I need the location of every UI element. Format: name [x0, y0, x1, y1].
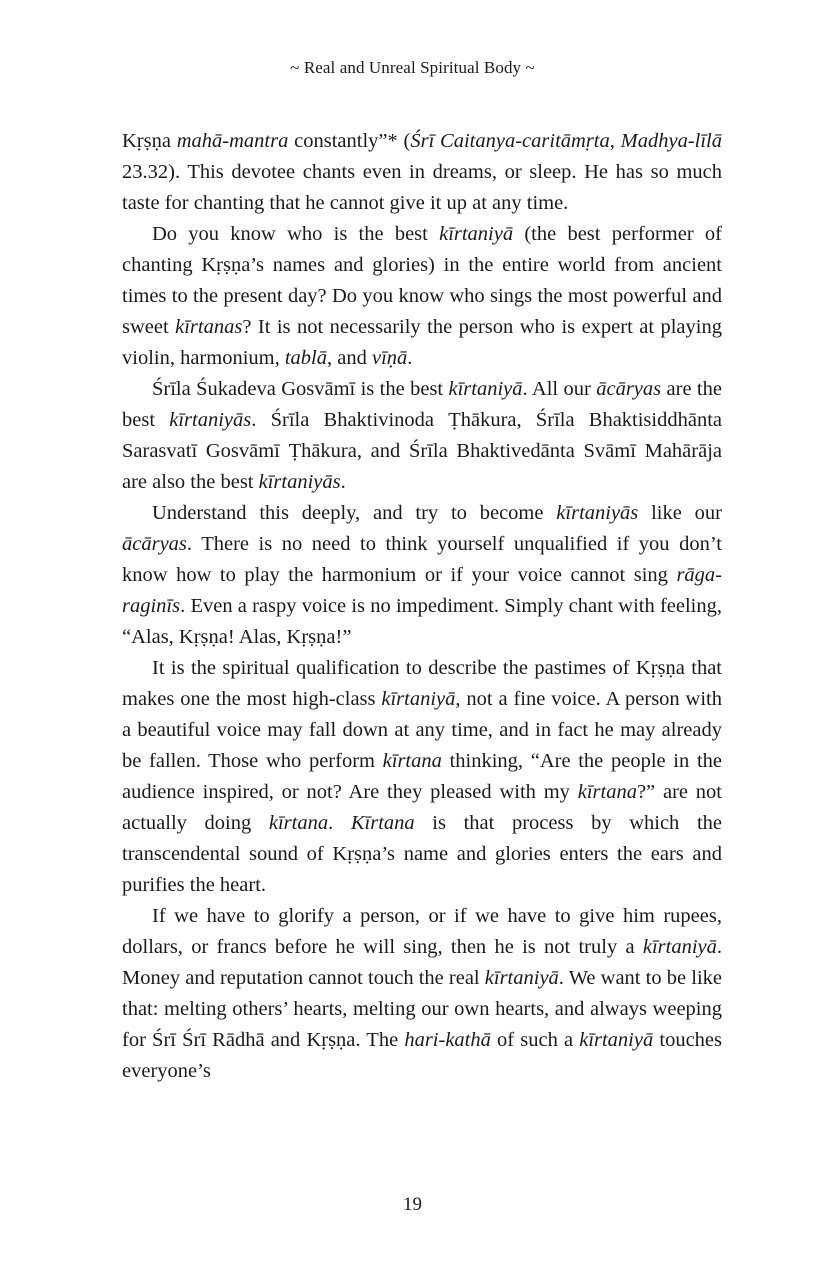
- page-number: 19: [403, 1194, 422, 1215]
- italic-term: kīrtaniyā: [484, 967, 559, 989]
- italic-term: mahā-mantra: [176, 130, 289, 152]
- italic-term: kīrtaniyās: [556, 502, 639, 524]
- italic-term: kīrtaniyā: [579, 1029, 654, 1051]
- italic-term: tablā: [284, 347, 328, 369]
- paragraph: Do you know who is the best kīrtaniyā (the best performer of chanting Kṛṣṇa’s names and glories) in the entire world from ancient times to the present day? Do you know who sings the most powerful and sweet kīrtanas? It is not necessarily the person who is expert at playing violin, harmonium, tablā, and vīṇā.: [122, 223, 722, 369]
- italic-term: vīṇā: [372, 347, 408, 369]
- paragraph: Śrīla Śukadeva Gosvāmī is the best kīrtaniyā. All our ācāryas are the best kīrtaniyās. Śrīla Bhaktivinoda Ṭhākura, Śrīla Bhaktisiddhānta Sarasvatī Gosvāmī Ṭhākura, and Śrīla Bhaktivedānta Svāmī Mahārāja are also the best kīrtaniyās.: [122, 378, 723, 493]
- italic-term: kīrtaniyā: [448, 378, 523, 400]
- italic-term: Śrī Caitanya-caritāmṛta: [410, 130, 610, 152]
- italic-term: ācāryas: [596, 378, 662, 400]
- italic-term: hari-kathā: [404, 1029, 491, 1051]
- paragraph: Kṛṣṇa mahā-mantra constantly”* (Śrī Caitanya-caritāmṛta, Madhya-līlā 23.32). This devotee chants even in dreams, or sleep. He has so much taste for chanting that he cannot give it up at any time.: [122, 130, 722, 214]
- italic-term: kīrtaniyā: [439, 223, 514, 245]
- italic-term: kīrtaniyā: [381, 688, 456, 710]
- italic-term: ācāryas: [122, 533, 187, 555]
- body-text: [122, 126, 722, 1087]
- paragraph: If we have to glorify a person, or if we have to give him rupees, dollars, or francs before he will sing, then he is not truly a kīrtaniyā. Money and reputation cannot touch the real kīrtaniyā. We want to be like that: melting others’ hearts, melting our own hearts, and always weeping for Śrī Śrī Rādhā and Kṛṣṇa. The hari-kathā of such a kīrtaniyā touches everyone’s: [122, 905, 722, 1082]
- italic-term: kīrtana: [577, 781, 637, 803]
- italic-term: Madhya-līlā: [620, 130, 722, 152]
- paragraph: It is the spiritual qualification to describe the pastimes of Kṛṣṇa that makes one the most high-class kīrtaniyā, not a fine voice. A person with a beautiful voice may fall down at any time, and in fact he may already be fallen. Those who perform kīrtana thinking, “Are the people in the audience inspired, or not? Are they pleased with my kīrtana?” are not actually doing kīrtana. Kīrtana is that process by which the transcendental sound of Kṛṣṇa’s name and glories enters the ears and purifies the heart.: [122, 657, 723, 896]
- italic-term: rāga-raginīs: [122, 564, 722, 617]
- italic-term: kīrtaniyās: [258, 471, 341, 493]
- running-head: ~ Real and Unreal Spiritual Body ~: [290, 58, 535, 77]
- italic-term: kīrtana: [382, 750, 442, 772]
- italic-term: kīrtanas: [175, 316, 243, 338]
- italic-term: kīrtaniyās: [169, 409, 252, 431]
- paragraph: Understand this deeply, and try to become kīrtaniyās like our ācāryas. There is no need to think yourself unqualified if you don’t know how to play the harmonium or if your voice cannot sing rāga-raginīs. Even a raspy voice is no impediment. Simply chant with feeling, “Alas, Kṛṣṇa! Alas, Kṛṣṇa!”: [122, 502, 722, 648]
- italic-term: kīrtana: [268, 812, 329, 834]
- italic-term: Kīrtana: [350, 812, 415, 834]
- italic-term: kīrtaniyā: [642, 936, 717, 958]
